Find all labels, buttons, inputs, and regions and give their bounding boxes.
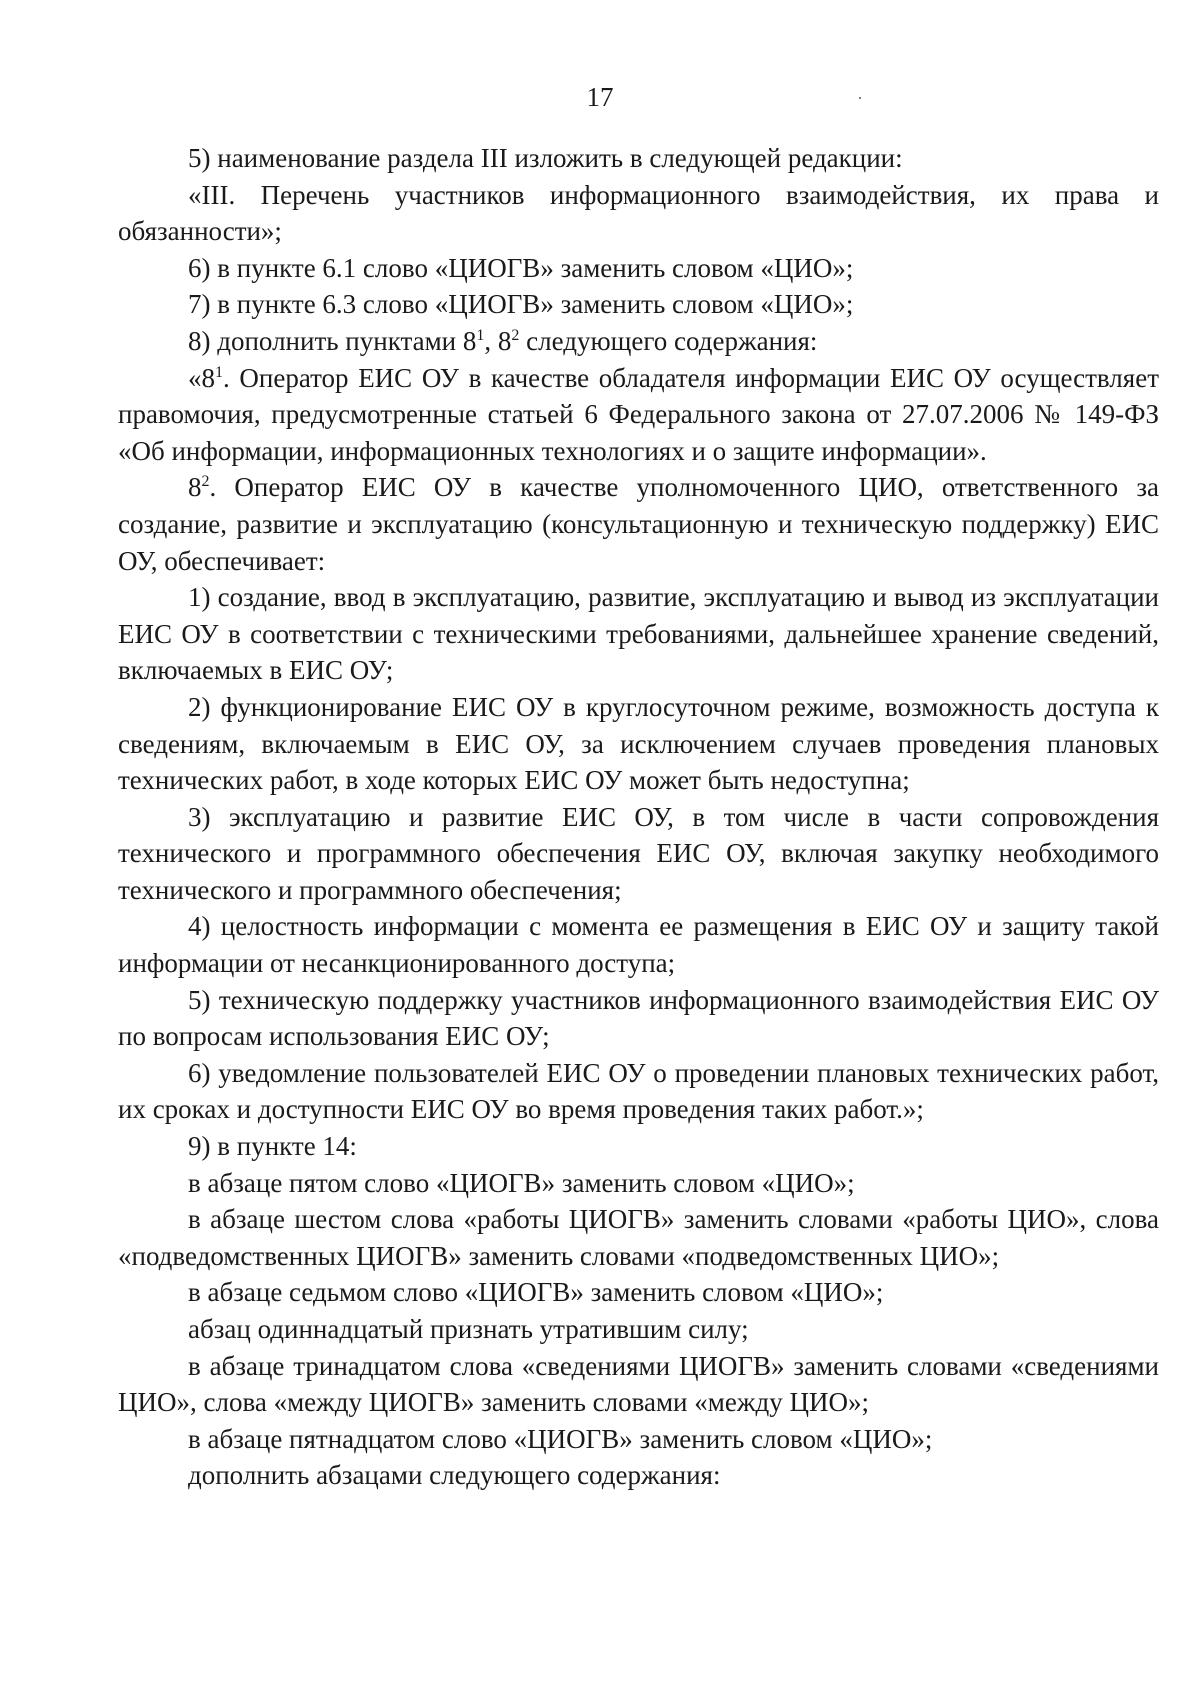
- text-run: . Оператор ЕИС ОУ в качестве уполномоченного ЦИО, ответственного за создание, развитие и эксплуатацию (консультационную и техническую поддержку) ЕИС ОУ, обеспечивает:: [118, 472, 1159, 576]
- superscript: 1: [476, 326, 485, 344]
- scan-speck: [859, 97, 861, 99]
- text-run: следующего содержания:: [519, 325, 818, 356]
- paragraph: 6) уведомление пользователей ЕИС ОУ о проведении плановых технических работ, их сроках и доступности ЕИС ОУ во время проведения таких работ.»;: [118, 1057, 1159, 1125]
- paragraph: 3) эксплуатацию и развитие ЕИС ОУ, в том числе в части сопровождения технического и программного обеспечения ЕИС ОУ, включая закупку необходимого технического и программного обеспечения;: [118, 801, 1159, 905]
- paragraph: «III. Перечень участников информационного взаимодействия, их права и обязанности»;: [118, 179, 1159, 247]
- paragraph: в абзаце тринадцатом слова «сведениями ЦИОГВ» заменить словами «сведениями ЦИО», слова «между ЦИОГВ» заменить словами «между ЦИО»;: [118, 1350, 1159, 1418]
- paragraph: в абзаце седьмом слово «ЦИОГВ» заменить словом «ЦИО»;: [188, 1277, 884, 1308]
- text-run: 8: [188, 472, 202, 503]
- paragraph: в абзаце пятом слово «ЦИОГВ» заменить словом «ЦИО»;: [188, 1167, 855, 1198]
- paragraph: в абзаце пятнадцатом слово «ЦИОГВ» заменить словом «ЦИО»;: [188, 1423, 933, 1454]
- text-run: , 8: [484, 325, 512, 356]
- paragraph: дополнить абзацами следующего содержания:: [188, 1460, 721, 1491]
- superscript: 2: [201, 473, 210, 491]
- paragraph: [118, 469, 1159, 579]
- paragraph: 2) функционирование ЕИС ОУ в круглосуточном режиме, возможность доступа к сведениям, включаемым в ЕИС ОУ, за исключением случаев проведения плановых технических работ, в ходе которых ЕИС ОУ может быть недоступна;: [118, 691, 1159, 796]
- paragraph: 6) в пункте 6.1 слово «ЦИОГВ» заменить словом «ЦИО»;: [188, 252, 854, 283]
- superscript: 2: [511, 326, 520, 344]
- paragraph: [118, 323, 1159, 360]
- paragraph: 9) в пункте 14:: [188, 1131, 357, 1162]
- paragraph: в абзаце шестом слова «работы ЦИОГВ» заменить словами «работы ЦИО», слова «подведомственных ЦИОГВ» заменить словами «подведомственных ЦИО»;: [118, 1204, 1159, 1271]
- paragraph: 7) в пункте 6.3 слово «ЦИОГВ» заменить словом «ЦИО»;: [188, 289, 854, 320]
- paragraph: 5) техническую поддержку участников информационного взаимодействия ЕИС ОУ по вопросам использования ЕИС ОУ;: [118, 984, 1159, 1052]
- text-run: «8: [188, 362, 215, 393]
- text-run: 8) дополнить пунктами 8: [188, 325, 477, 356]
- paragraph: 4) целостность информации с момента ее размещения в ЕИС ОУ и защиту такой информации от несанкционированного доступа;: [118, 911, 1159, 979]
- text-run: . Оператор ЕИС ОУ в качестве обладателя информации ЕИС ОУ осуществляет правомочия, предусмотренные статьей 6 Федерального закона от 27.07.2006 № 149-ФЗ «Об информации, информационных технологиях и о защите информации».: [118, 362, 1159, 466]
- paragraph: 1) создание, ввод в эксплуатацию, развитие, эксплуатацию и вывод из эксплуатации ЕИС ОУ в соответствии с техническими требованиями, дальнейшее хранение сведений, включаемых в ЕИС ОУ;: [118, 582, 1159, 686]
- superscript: 1: [215, 363, 223, 381]
- document-body: [118, 140, 1159, 1494]
- paragraph: абзац одиннадцатый признать утратившим силу;: [188, 1314, 749, 1344]
- page-number: 17: [586, 82, 614, 112]
- paragraph: 5) наименование раздела III изложить в следующей редакции:: [188, 143, 903, 173]
- paragraph: [118, 360, 1159, 470]
